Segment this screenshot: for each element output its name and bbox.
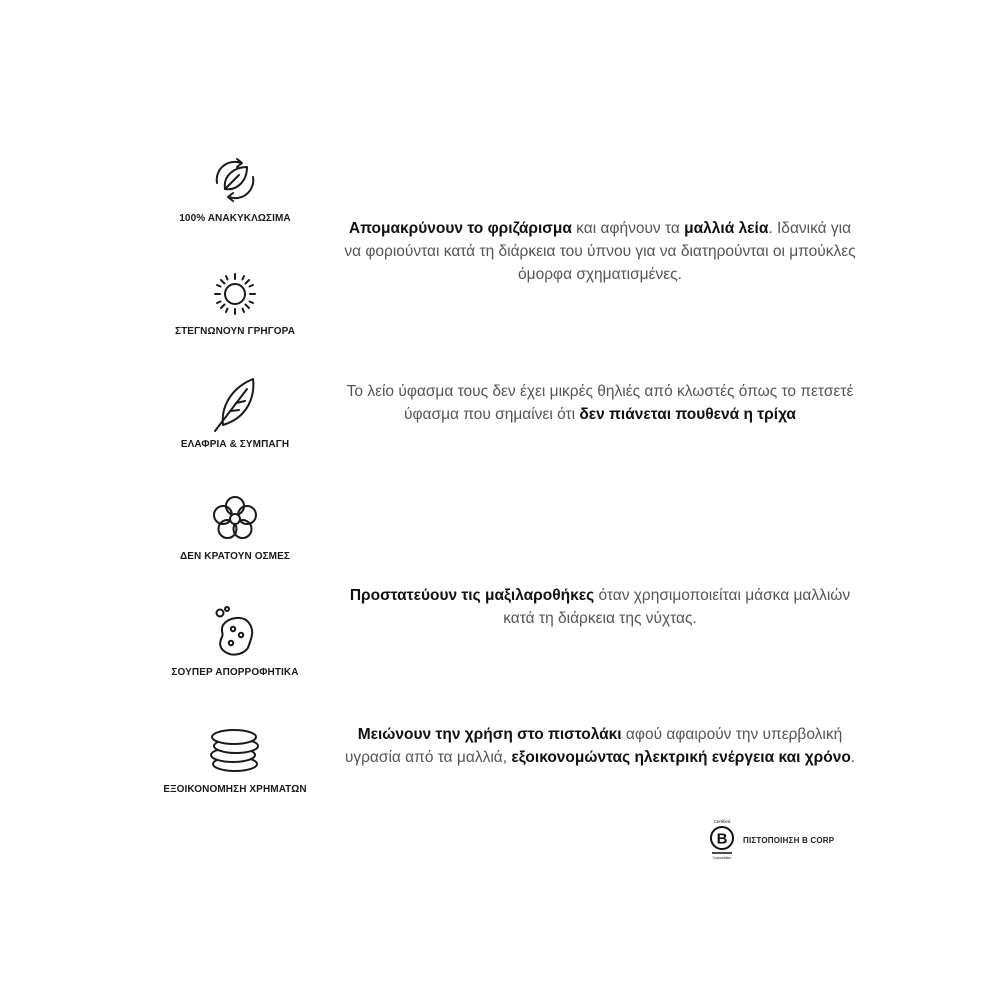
- highlight-text: Προστατεύουν τις μαξιλαροθήκες: [349, 587, 595, 604]
- feature-absorbent: [140, 605, 330, 678]
- sun-icon: [207, 266, 263, 320]
- description-smooth-fabric: [340, 380, 860, 426]
- b-corp-certification: [707, 818, 834, 862]
- logo-corporation-text: Corporation: [712, 856, 732, 860]
- feature-label: ΕΛΑΦΡΙΑ & ΣΥΜΠΑΓΗ: [180, 439, 290, 450]
- recycle-leaf-icon: [207, 153, 263, 207]
- body-text: όταν χρησιμοποιείται μάσκα μαλλιών κατά τη διάρκεια της νύχτας.: [503, 587, 851, 627]
- sponge-icon: [207, 605, 263, 661]
- highlight-text: δεν πιάνεται πουθενά η τρίχα: [579, 406, 796, 423]
- highlight-text: μαλλιά λεία: [684, 220, 769, 237]
- feature-label: 100% ΑΝΑΚΥΚΛΩΣΙΜΑ: [179, 213, 291, 224]
- highlight-text: Απομακρύνουν το φριζάρισμα: [348, 220, 572, 237]
- certification-label: ΠΙΣΤΟΠΟΙΗΣΗ B CORP: [743, 835, 835, 845]
- highlight-text: Μειώνουν την χρήση στο πιστολάκι: [357, 726, 622, 743]
- feature-lightweight: [140, 375, 330, 450]
- body-text: . Ιδανικά για να φοριούνται κατά τη διάρκεια του ύπνου για να διατηρούνται οι μπούκλες όμορφα σχηματισμένες.: [344, 220, 856, 283]
- description-less-hairdryer: [340, 723, 860, 769]
- logo-certified-text: Certified: [713, 819, 731, 824]
- highlight-text: εξοικονομώντας ηλεκτρική ενέργεια και χρόνο: [511, 749, 851, 766]
- feature-label: ΔΕΝ ΚΡΑΤΟΥΝ ΟΣΜΕΣ: [180, 551, 290, 562]
- feature-label: ΣΤΕΓΝΩΝΟΥΝ ΓΡΗΓΟΡΑ: [174, 326, 296, 337]
- feature-label: ΣΟΥΠΕΡ ΑΠΟΡΡΟΦΗΤΙΚΑ: [171, 667, 299, 678]
- body-text: .: [850, 749, 856, 766]
- body-text: και αφήνουν τα: [571, 220, 685, 237]
- feature-recyclable: [140, 153, 330, 224]
- feature-save-money: [140, 722, 330, 795]
- feather-icon: [207, 375, 263, 433]
- flower-icon: [207, 493, 263, 545]
- body-text: αφού αφαιρούν την υπερβολική υγρασία από τα μαλλιά,: [344, 726, 843, 766]
- feature-quick-dry: [140, 266, 330, 337]
- feature-label: ΕΞΟΙΚΟΝΟΜΗΣΗ ΧΡΗΜΑΤΩΝ: [163, 784, 307, 795]
- coins-icon: [203, 722, 267, 778]
- body-text: Το λείο ύφασμα τους δεν έχει μικρές θηλιές από κλωστές όπως το πετσετέ ύφασμα που σημαίνει ότι: [346, 383, 854, 423]
- b-corp-logo-icon: [707, 818, 737, 862]
- feature-no-odors: [140, 493, 330, 562]
- logo-letter: B: [716, 830, 728, 848]
- description-protect-pillowcases: [340, 584, 860, 630]
- description-anti-frizz: [340, 217, 860, 286]
